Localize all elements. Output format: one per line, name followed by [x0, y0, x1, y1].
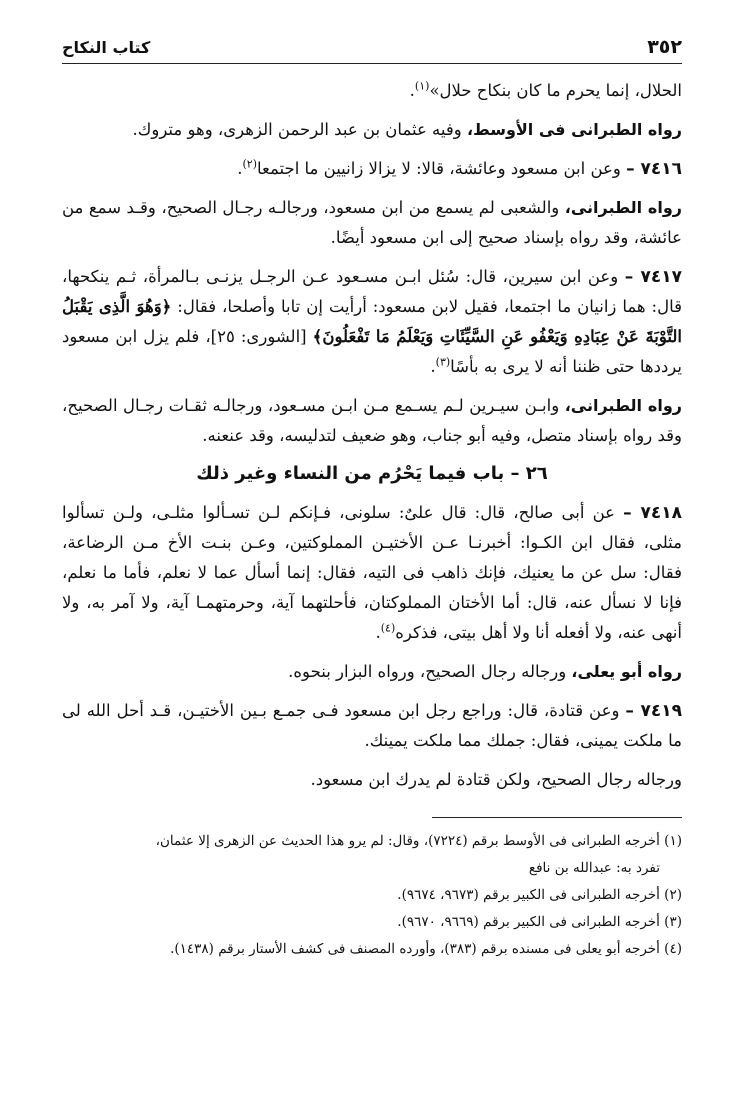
footnote-ref: (٤) [380, 621, 396, 635]
footnote-4: (٤) أخرجه أبو يعلى فى مسنده برقم (٣٨٣)، وأورده المصنف فى كشف الأستار برقم (١٤٣٨). [170, 941, 682, 957]
text: ورجاله رجال الصحيح، ورواه البزار بنحوه. [288, 662, 572, 681]
footnote-divider [432, 817, 682, 818]
hadith-number: ٧٤١٩ – [625, 701, 682, 721]
paragraph-grading [62, 115, 682, 145]
text: عن أبى صالح، قال: قال علىٌ: سلونى، فـإنكم لـن تسـألوا مثلـى، ولـن تسألوا مثلى، فقال ابن الكـوا: أخبرنـا عـن الأختيـن المملوكتين، وعـن بنـت الأخ مـن الرضاعة، فقال: سل عن ما يعنيك، فإنك ذاهب فى التيه، فقال: إنما أسأل عما لا نعلم، فأما ما نعلم، فإنا لا نسأل عنه، قال: أما الأختان المملوكتان، فأحلتهما آية، وحرمتهمـا آية، ولا آمر به، ولا أنهى عنه، ولا أفعله أنا ولا أهل بيتى، فذكره [62, 503, 682, 642]
narrator-lead: رواه الطبرانى، [564, 396, 682, 415]
footnote-ref: (١) [414, 79, 430, 93]
running-head [62, 36, 682, 64]
narrator-lead: رواه الطبرانى، [564, 198, 682, 217]
footnote-3: (٣) أخرجه الطبرانى فى الكبير برقم (٩٦٦٩، ٩٦٧٠). [397, 914, 682, 930]
hadith-number: ٧٤١٧ – [624, 267, 682, 287]
text: [الشورى: ٢٥]، فلم يزل ابن مسعود يرددها حتى ظننا أنه لا يرى به بأسًا [62, 327, 682, 376]
book-title: كتاب النكاح [62, 38, 151, 57]
quran-verse: ﴿وَهُوَ الَّذِى يَقْبَلُ التَّوْبَةَ عَنْ عِبَادِهِ وَيَعْفُو عَنِ السَّيِّئَاتِ وَيَعْلَمُ مَا تَفْعَلُونَ﴾ [62, 297, 682, 346]
footnote-1: (١) أخرجه الطبرانى فى الأوسط برقم (٧٢٢٤)، وقال: لم يرو هذا الحديث عن الزهرى إلا عثمان، [155, 833, 682, 849]
footnote-2: (٢) أخرجه الطبرانى فى الكبير برقم (٩٦٧٣، ٩٦٧٤). [397, 887, 682, 903]
text: الحلال، إنما يحرم ما كان بنكاح حلال» [429, 81, 682, 100]
paragraph-continuation: الحلال، إنما يحرم ما كان بنكاح حلال»$^{(١)}$. [409, 79, 682, 100]
hadith-number: ٧٤١٦ – [626, 159, 682, 179]
hadith-7418: ٧٤١٨ – عن أبى صالح، قال: قال علىٌ: سلونى، فـإنكم لـن تسـألوا مثلـى، ولـن تسألوا مثلى، فقال ابن الكـوا: أخبرنـا عـن الأختيـن المملوكتين، وعـن بنـت الأخ مـن الرضاعة، فقال: سل عن ما يعنيك، فإنك ذاهب فى التيه، فقال: إنما أسأل عما لا نعلم، فأما ما نعلم، فإنا لا نسأل عنه، قال: أما الأختان المملوكتان، فأحلتهما آية، وحرمتهمـا آية، ولا آمر به، ولا أنهى عنه، ولا أفعله أنا ولا أهل بيتى، فذكره$^{(٤)}$. [62, 503, 683, 642]
footnote-ref: (٢) [242, 157, 257, 171]
text: والشعبى لم يسمع من ابن مسعود، ورجالـه رجـال الصحيح، وقـد سمع من عائشة، وقد رواه بإسناد صحيح إلى ابن مسعود أيضًا. [62, 198, 682, 247]
hadith-7417: ٧٤١٧ – وعن ابن سيرين، قال: سُئل ابـن مسـعود عـن الرجـل يزنـى بـالمرأة، ثـم ينكحها، قال: هما زانيان ما اجتمعا، فقيل لابن مسعود: أرأيت إن تابا وأصلحا، فقال: ﴿وَهُوَ الَّذِى يَقْبَلُ التَّوْبَةَ عَنْ عِبَادِهِ وَيَعْفُو عَنِ السَّيِّئَاتِ وَيَعْلَمُ مَا تَفْعَلُونَ﴾ [الشورى: ٢٥]، فلم يزل ابن مسعود يرددها حتى ظننا أنه لا يرى به بأسًا$^{(٣)}$. [62, 267, 683, 376]
hadith-7416: ٧٤١٦ – وعن ابن مسعود وعائشة، قالا: لا يزالا زانيين ما اجتمعا$^{(٢)}$. [237, 157, 682, 179]
footnote-1-continuation: تفرد به: عبدالله بن نافع [528, 860, 660, 876]
narrator-lead: رواه الطبرانى فى الأوسط، [467, 120, 682, 139]
footnotes [62, 828, 682, 963]
text: ورجاله رجال الصحيح، ولكن قتادة لم يدرك ابن مسعود. [310, 770, 682, 789]
paragraph-grading [62, 657, 682, 687]
text: وابـن سيـرين لـم يسـمع مـن ابـن مسـعود، ورجالـه ثقـات رجـال الصحيح، وقد رواه بإسناد متصل، وفيه أبو جناب، وهو ضعيف لتدليسه، وقد عنعنه. [62, 396, 682, 445]
text: وعن ابن مسعود وعائشة، قالا: لا يزالا زانيين ما اجتمعا [256, 159, 627, 178]
text: وفيه عثمان بن عبد الرحمن الزهرى، وهو متروك. [132, 120, 467, 139]
paragraph-grading [62, 193, 682, 253]
book-page [62, 36, 682, 963]
chapter-heading: ٢٦ – باب فيما يَحْرُم من النساء وغير ذلك [196, 463, 548, 484]
paragraph-grading [62, 391, 682, 451]
hadith-number: ٧٤١٨ – [623, 503, 683, 523]
narrator-lead: رواه أبو يعلى، [571, 662, 682, 681]
paragraph-grading [62, 765, 682, 795]
footnote-ref: (٣) [435, 355, 451, 369]
page-number: ٣٥٢ [647, 36, 682, 58]
text: وعن قتادة، قال: وراجع رجل ابن مسعود فـى جمـع بـين الأختيـن، قـد أحل الله لى ما ملكت يمينى، فقال: جملك مما ملكت يمينك. [62, 701, 682, 750]
hadith-7419 [62, 696, 682, 756]
text: وعن ابن سيرين، قال: سُئل ابـن مسـعود عـن الرجـل يزنـى بـالمرأة، ثـم ينكحها، قال: هما زانيان ما اجتمعا، فقيل لابن مسعود: أرأيت إن تابا وأصلحا، فقال: [62, 267, 683, 316]
